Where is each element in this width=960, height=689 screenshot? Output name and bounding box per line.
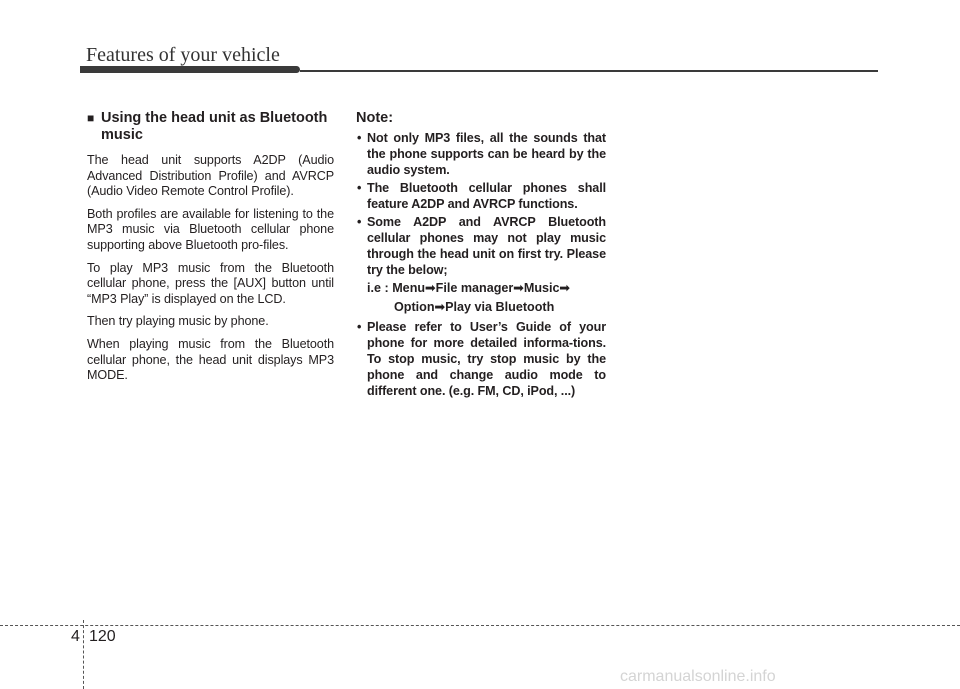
note-item-text: Please refer to User’s Guide of your phone for more detailed informa-tions. To stop music, try stop music by the phone and change audio mode to different one. (e.g. FM, CD, iPod, ...) xyxy=(367,320,606,398)
note-item xyxy=(356,130,606,178)
square-bullet-icon: ■ xyxy=(87,111,95,125)
note-item xyxy=(356,214,606,278)
section-heading-text: Using the head unit as Bluetooth music xyxy=(101,110,328,143)
note-column xyxy=(356,110,606,401)
header-title: Features of your vehicle xyxy=(86,44,280,66)
header-rule-thick xyxy=(80,66,300,73)
paragraph: The head unit supports A2DP (Audio Advanced Distribution Profile) and AVRCP (Audio Video Remote Control Profile). xyxy=(87,153,334,199)
page-number: 120 xyxy=(89,628,116,645)
header-rule-thin xyxy=(300,70,878,72)
paragraph: Then try playing music by phone. xyxy=(87,314,269,329)
note-title: Note: xyxy=(356,110,394,126)
bullet-icon: • xyxy=(357,131,362,145)
note-example-line-1: i.e : Menu➟File manager➟Music➟ xyxy=(367,281,571,295)
footer-divider xyxy=(0,625,960,626)
bullet-icon: • xyxy=(357,215,362,229)
bullet-icon: • xyxy=(357,320,362,334)
note-item-text: Not only MP3 files, all the sounds that the phone supports can be heard by the audio system. xyxy=(367,131,606,177)
paragraph: When playing music from the Bluetooth cellular phone, the head unit displays MP3 MODE. xyxy=(87,336,334,383)
section-heading xyxy=(87,110,334,144)
note-item-text: The Bluetooth cellular phones shall feature A2DP and AVRCP functions. xyxy=(367,181,606,211)
paragraph: To play MP3 music from the Bluetooth cellular phone, press the [AUX] button until “MP3 Play” is displayed on the LCD. xyxy=(87,260,334,306)
note-item-text: Some A2DP and AVRCP Bluetooth cellular phones may not play music through the head unit on first try. Please try the below; xyxy=(367,215,606,277)
watermark: carmanualsonline.info xyxy=(620,668,776,685)
note-example-line-2: Option➟Play via Bluetooth xyxy=(394,300,555,314)
left-column xyxy=(87,110,334,391)
paragraph: Both profiles are available for listening to the MP3 music via Bluetooth cellular phone supporting above Bluetooth pro-files. xyxy=(87,206,334,252)
note-item xyxy=(356,180,606,212)
chapter-number: 4 xyxy=(71,628,80,645)
footer-vertical-divider xyxy=(83,620,84,689)
bullet-icon: • xyxy=(357,181,362,195)
note-item xyxy=(356,319,606,399)
